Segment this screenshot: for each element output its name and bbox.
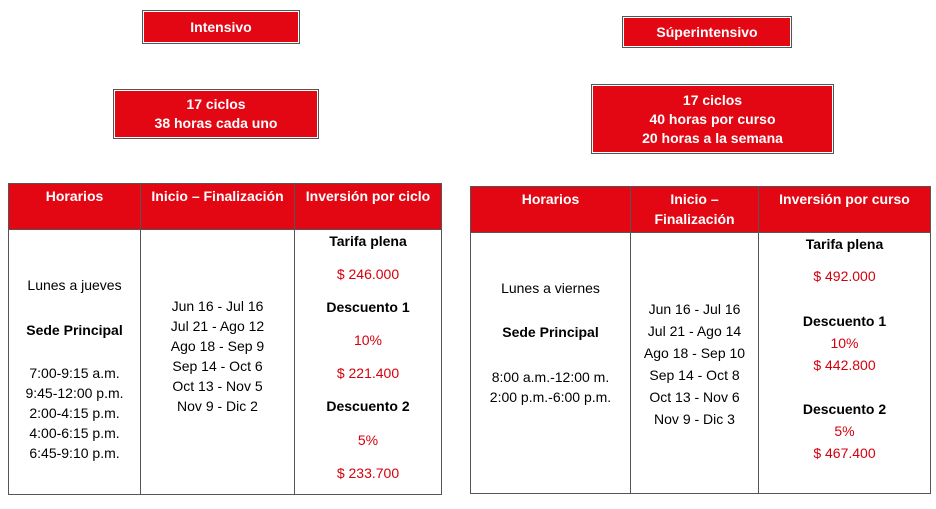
intensivo-title: Intensivo: [190, 18, 252, 35]
intensivo-schedule-table: [8, 183, 442, 495]
discount2-percent: 5%: [834, 423, 855, 439]
discount2-percent: 5%: [357, 432, 379, 448]
intensivo-hours: 38 horas cada uno: [154, 115, 278, 131]
sede-label: Sede Principal: [26, 322, 123, 338]
header-horarios: Horarios: [471, 187, 631, 233]
days-label: Lunes a jueves: [27, 277, 122, 293]
time-slot: 4:00-6:15 p.m.: [29, 425, 120, 441]
time-slot: 8:00 a.m.-12:00 m.: [491, 369, 610, 385]
date-range: Nov 9 - Dic 3: [654, 411, 735, 427]
horarios-cell: [9, 230, 141, 495]
header-inicio-finalizacion: Inicio – Finalización: [141, 184, 295, 230]
superintensivo-title: Súperintensivo: [656, 23, 758, 40]
date-range: Sep 14 - Oct 6: [172, 358, 263, 374]
date-range: Sep 14 - Oct 8: [649, 367, 740, 383]
superintensivo-hours: 40 horas por curso: [649, 110, 776, 127]
date-range: Jul 21 - Ago 14: [647, 323, 742, 339]
time-slot: 6:45-9:10 p.m.: [29, 445, 120, 461]
discount1-percent: 10%: [353, 332, 383, 348]
time-slot: 2:00 p.m.-6:00 p.m.: [489, 389, 612, 405]
sede-label: Sede Principal: [502, 324, 599, 340]
date-range: Jul 21 - Ago 12: [170, 318, 265, 334]
discount1-percent: 10%: [830, 335, 859, 351]
time-slot: 9:45-12:00 p.m.: [25, 385, 124, 401]
dates-cell: [631, 233, 759, 494]
intensivo-info-box: [113, 89, 319, 139]
days-label: Lunes a viernes: [501, 280, 600, 296]
discount2-label: Descuento 2: [802, 401, 887, 417]
dates-cell: [141, 230, 295, 495]
header-inversion: Inversión por curso: [759, 187, 931, 233]
discount2-label: Descuento 2: [326, 398, 410, 414]
superintensivo-title-box: [622, 16, 792, 48]
superintensivo-cycles: 17 ciclos: [682, 91, 743, 108]
date-range: Jun 16 - Jul 16: [648, 301, 741, 317]
time-slot: 7:00-9:15 a.m.: [29, 365, 120, 381]
superintensivo-weekly: 20 horas a la semana: [642, 129, 783, 146]
header-inicio-finalizacion: Inicio – Finalización: [631, 187, 759, 233]
superintensivo-schedule-table: [470, 186, 931, 494]
prices-cell: [295, 230, 442, 495]
date-range: Jun 16 - Jul 16: [171, 298, 264, 314]
full-price-label: Tarifa plena: [805, 236, 884, 252]
prices-cell: [759, 233, 931, 494]
intensivo-title-box: [142, 10, 300, 44]
full-price: $ 246.000: [336, 266, 400, 282]
discount1-price: $ 442.800: [813, 357, 876, 373]
discount1-price: $ 221.400: [336, 365, 400, 381]
date-range: Nov 9 - Dic 2: [177, 398, 258, 414]
discount2-price: $ 467.400: [813, 445, 876, 461]
intensivo-cycles: 17 ciclos: [186, 96, 246, 112]
horarios-cell: [471, 233, 631, 494]
full-price: $ 492.000: [813, 268, 876, 284]
date-range: Ago 18 - Sep 9: [170, 338, 265, 354]
header-horarios: Horarios: [9, 184, 141, 230]
date-range: Oct 13 - Nov 5: [172, 378, 263, 394]
discount2-price: $ 233.700: [336, 465, 400, 481]
header-inversion: Inversión por ciclo: [295, 184, 442, 230]
full-price-label: Tarifa plena: [329, 233, 407, 249]
time-slot: 2:00-4:15 p.m.: [29, 405, 120, 421]
date-range: Ago 18 - Sep 10: [643, 345, 746, 361]
discount1-label: Descuento 1: [802, 313, 887, 329]
superintensivo-info-box: [591, 84, 834, 154]
date-range: Oct 13 - Nov 6: [649, 389, 740, 405]
discount1-label: Descuento 1: [326, 299, 410, 315]
